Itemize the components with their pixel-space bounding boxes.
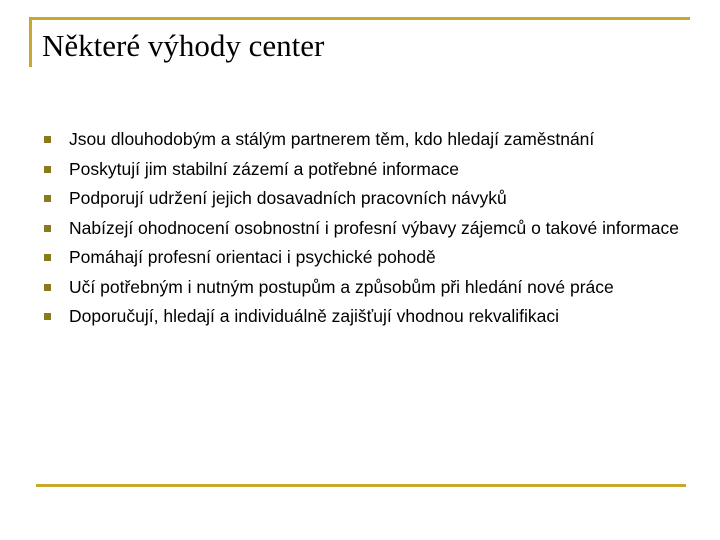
bullet-item-2 bbox=[44, 160, 694, 180]
square-bullet-icon bbox=[44, 166, 51, 173]
bullet-item-6 bbox=[44, 278, 694, 298]
frame-left-line bbox=[29, 17, 32, 67]
bullet-list bbox=[44, 130, 694, 337]
bullet-text: Jsou dlouhodobým a stálým partnerem těm, kdo hledají zaměstnání bbox=[69, 129, 595, 149]
bullet-text: Doporučují, hledají a individuálně zajišťují vhodnou rekvalifikaci bbox=[69, 306, 560, 326]
slide-title: Některé výhody center bbox=[42, 28, 325, 63]
bullet-item-4 bbox=[44, 219, 694, 239]
bullet-item-5 bbox=[44, 248, 694, 268]
bullet-text: Nabízejí ohodnocení osobnostní i profesní výbavy zájemců o takové informace bbox=[69, 217, 679, 238]
bullet-text: Podporují udržení jejich dosavadních pracovních návyků bbox=[69, 188, 507, 208]
square-bullet-icon bbox=[44, 195, 51, 202]
square-bullet-icon bbox=[44, 313, 51, 320]
frame-top-line bbox=[30, 17, 690, 20]
frame-bottom-line bbox=[36, 484, 686, 487]
bullet-item-7 bbox=[44, 307, 694, 327]
square-bullet-icon bbox=[44, 284, 51, 291]
bullet-item-3 bbox=[44, 189, 694, 209]
square-bullet-icon bbox=[44, 254, 51, 261]
bullet-item-1 bbox=[44, 130, 694, 150]
bullet-text: Poskytují jim stabilní zázemí a potřebné informace bbox=[69, 158, 460, 179]
bullet-text: Pomáhají profesní orientaci i psychické pohodě bbox=[69, 247, 436, 267]
square-bullet-icon bbox=[44, 136, 51, 143]
square-bullet-icon bbox=[44, 225, 51, 232]
bullet-text: Učí potřebným i nutným postupům a způsobům při hledání nové práce bbox=[69, 276, 614, 297]
